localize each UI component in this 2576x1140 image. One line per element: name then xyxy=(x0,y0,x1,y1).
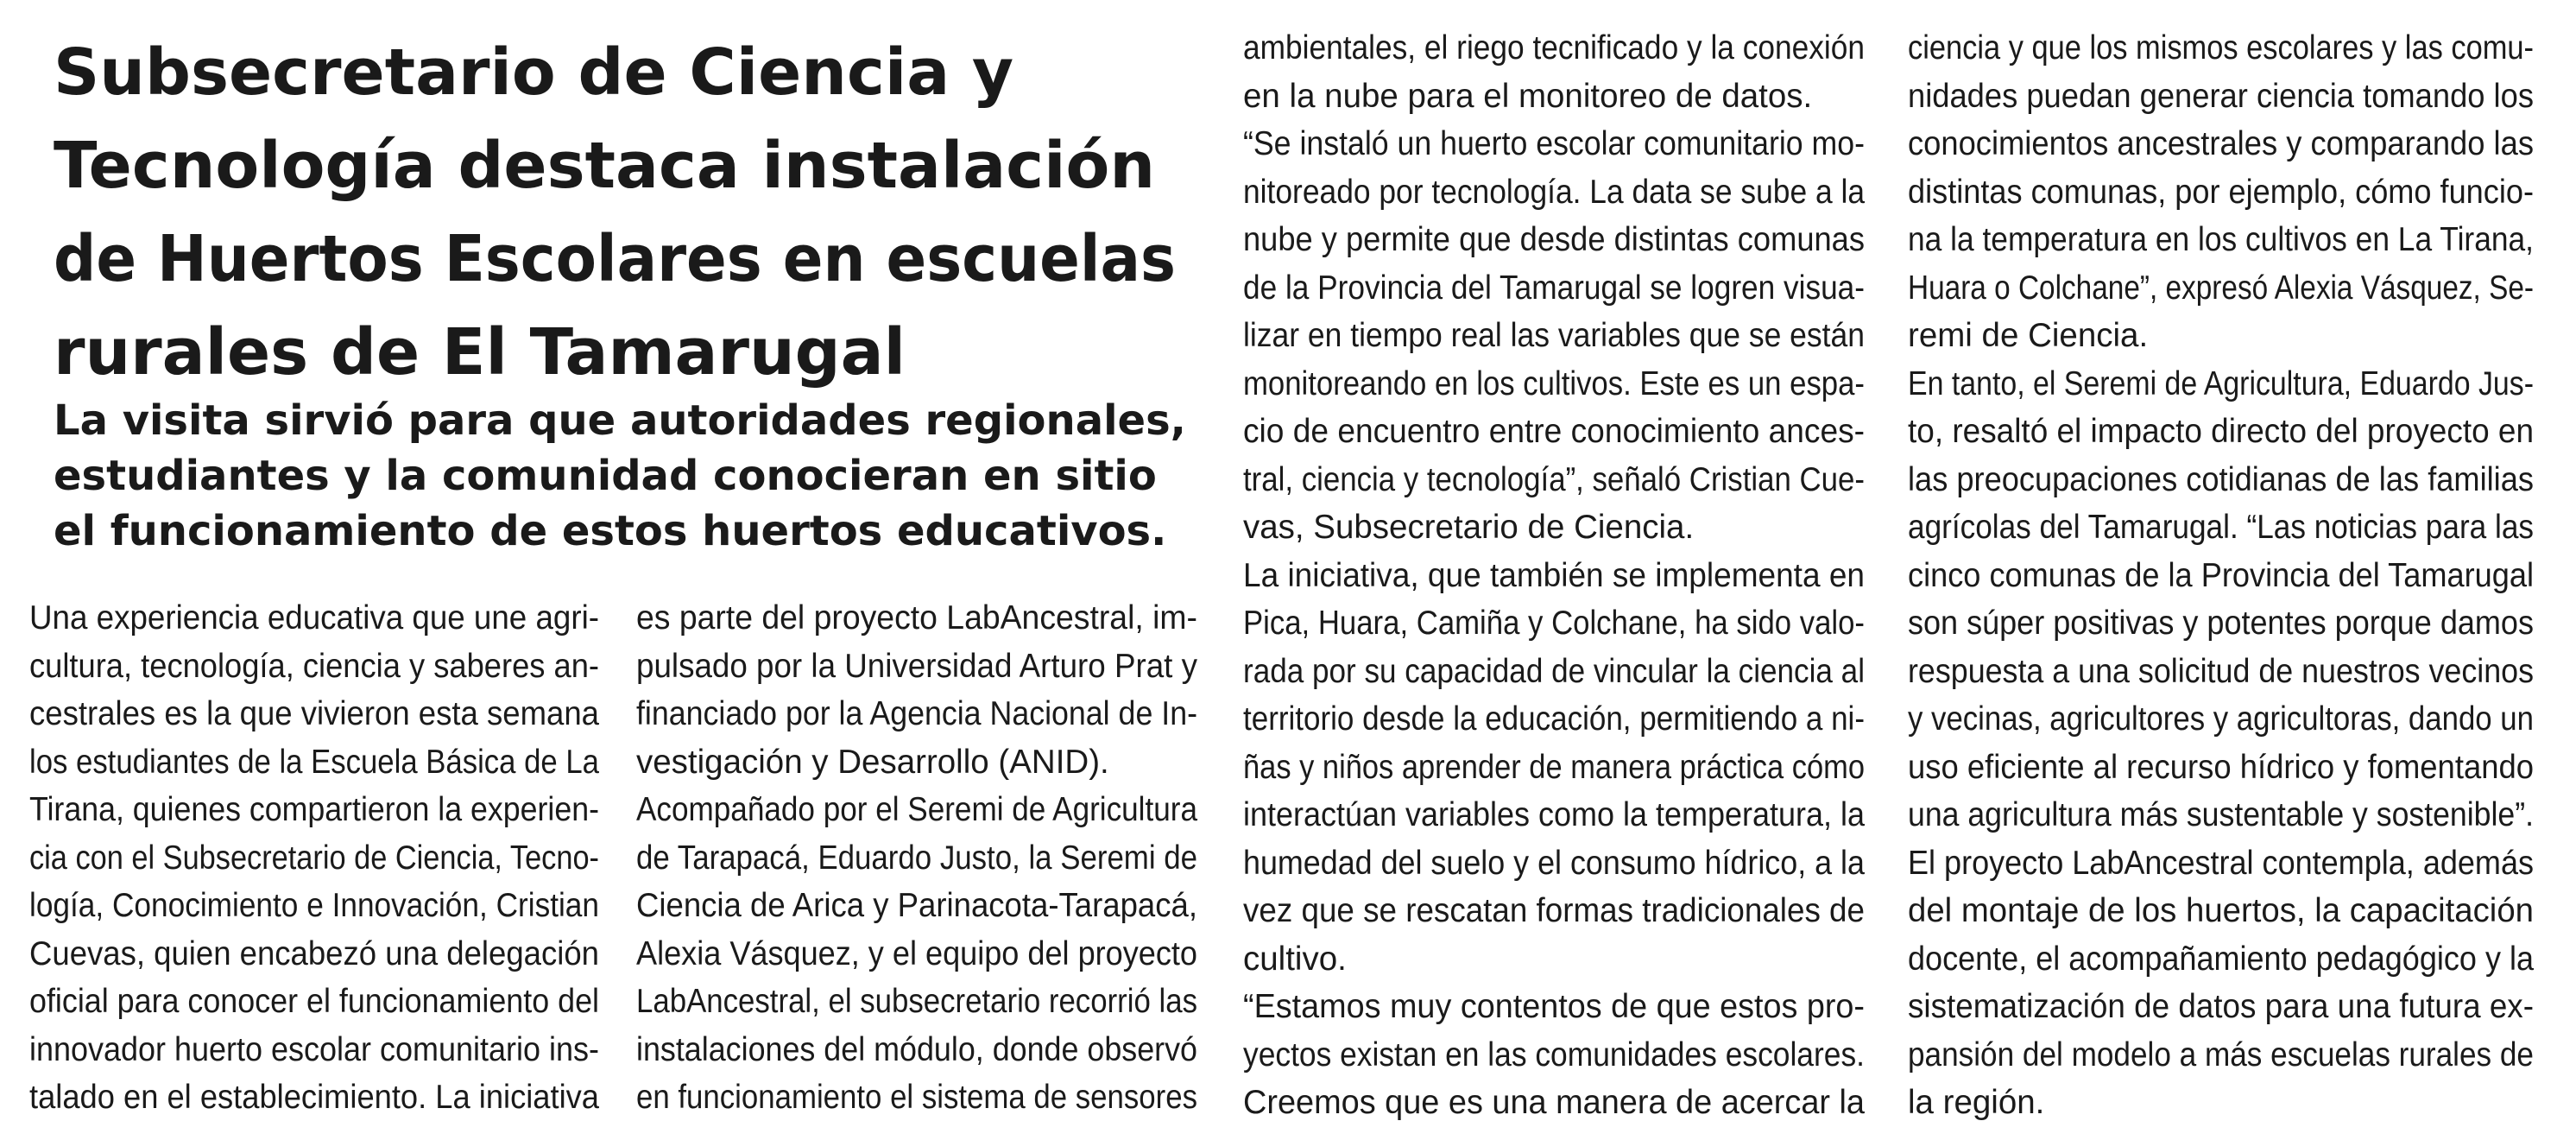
body-line: Cuevas, quien encabezó una delegación xyxy=(29,934,599,972)
body-column-2 xyxy=(636,594,1197,1122)
body-line: LabAncestral, el subsecretario recorrió las xyxy=(636,983,1197,1020)
body-line: de Tarapacá, Eduardo Justo, la Seremi de xyxy=(636,839,1197,877)
headline-line: Tecnología destaca instalación xyxy=(54,129,1155,203)
body-line: to, resaltó el impacto directo del proyecto en xyxy=(1908,413,2534,450)
body-line: las preocupaciones cotidianas de las familias xyxy=(1908,460,2534,498)
body-line: ambientales, el riego tecnificado y la conexión xyxy=(1243,29,1865,66)
body-line: los estudiantes de la Escuela Básica de La xyxy=(29,743,599,781)
body-line: Tirana, quienes compartieron la experien- xyxy=(29,791,599,828)
body-line: cultivo. xyxy=(1243,940,1347,978)
body-line: conocimientos ancestrales y comparando las xyxy=(1908,125,2534,162)
body-line: pulsado por la Universidad Arturo Prat y xyxy=(636,647,1197,685)
subheadline-line: el funcionamiento de estos huertos educativos. xyxy=(54,507,1167,555)
body-line: y vecinas, agricultores y agricultoras, dando un xyxy=(1908,700,2534,738)
body-line: tral, ciencia y tecnología”, señaló Cristian Cue- xyxy=(1243,460,1865,498)
headline-line: Subsecretario de Ciencia y xyxy=(54,35,1014,110)
subheadline-line: La visita sirvió para que autoridades regionales, xyxy=(54,396,1186,445)
body-line: Una experiencia educativa que une agri- xyxy=(29,599,599,636)
body-line: Creemos que es una manera de acercar la xyxy=(1243,1084,1865,1121)
body-line: una agricultura más sustentable y sostenible”. xyxy=(1908,796,2534,833)
body-line: ñas y niños aprender de manera práctica cómo xyxy=(1243,748,1865,786)
body-line: financiado por la Agencia Nacional de In- xyxy=(636,695,1197,732)
body-line: sistematización de datos para una futura ex- xyxy=(1908,988,2534,1025)
body-line: respuesta a una solicitud de nuestros vecinos xyxy=(1908,652,2534,690)
body-line: Acompañado por el Seremi de Agricultura xyxy=(636,791,1197,828)
body-line: docente, el acompañamiento pedagógico y la xyxy=(1908,940,2534,978)
body-line: humedad del suelo y el consumo hídrico, a la xyxy=(1243,844,1865,882)
body-line: El proyecto LabAncestral contempla, además xyxy=(1908,844,2534,882)
subheadline-line: estudiantes y la comunidad conocieran en sitio xyxy=(54,452,1157,500)
body-line: cia con el Subsecretario de Ciencia, Tecno- xyxy=(29,839,599,877)
body-line: de la Provincia del Tamarugal se logren visua- xyxy=(1243,269,1865,307)
body-line: en funcionamiento el sistema de sensores xyxy=(636,1079,1197,1116)
body-line: logía, Conocimiento e Innovación, Cristian xyxy=(29,887,599,924)
body-line: cultura, tecnología, ciencia y saberes an- xyxy=(29,647,599,685)
body-line: ciencia y que los mismos escolares y las comu- xyxy=(1908,29,2534,66)
body-column-1 xyxy=(29,594,599,1122)
body-line: en la nube para el monitoreo de datos. xyxy=(1243,77,1813,115)
body-line: Huara o Colchane”, expresó Alexia Vásquez, Se- xyxy=(1908,269,2534,307)
body-line: Pica, Huara, Camiña y Colchane, ha sido valo- xyxy=(1243,605,1865,642)
body-line: remi de Ciencia. xyxy=(1908,317,2149,354)
body-line: son súper positivas y potentes porque damos xyxy=(1908,605,2534,642)
body-line: territorio desde la educación, permitiendo a ni- xyxy=(1243,700,1865,738)
body-column-4 xyxy=(1908,24,2534,1127)
body-line: En tanto, el Seremi de Agricultura, Eduardo Jus- xyxy=(1908,364,2534,402)
body-line: agrícolas del Tamarugal. “Las noticias para las xyxy=(1908,509,2534,546)
body-line: monitoreando en los cultivos. Este es un espa- xyxy=(1243,364,1865,402)
headline xyxy=(54,26,1176,399)
body-line: la región. xyxy=(1908,1084,2045,1121)
body-line: interactúan variables como la temperatura, la xyxy=(1243,796,1865,833)
body-line: vas, Subsecretario de Ciencia. xyxy=(1243,509,1695,546)
body-line: vestigación y Desarrollo (ANID). xyxy=(636,743,1109,781)
body-line: uso eficiente al recurso hídrico y fomentando xyxy=(1908,748,2534,786)
body-line: pansión del modelo a más escuelas rurales de xyxy=(1908,1036,2534,1074)
body-line: lizar en tiempo real las variables que se están xyxy=(1243,317,1865,354)
body-line: Alexia Vásquez, y el equipo del proyecto xyxy=(636,934,1197,972)
subheadline xyxy=(54,393,1228,559)
body-line: instalaciones del módulo, donde observó xyxy=(636,1030,1197,1068)
body-line: del montaje de los huertos, la capacitación xyxy=(1908,892,2534,929)
body-line: cestrales es la que vivieron esta semana xyxy=(29,695,599,732)
body-line: nube y permite que desde distintas comunas xyxy=(1243,221,1865,258)
body-line: Ciencia de Arica y Parinacota-Tarapacá, xyxy=(636,887,1197,924)
body-line: es parte del proyecto LabAncestral, im- xyxy=(636,599,1197,636)
body-line: oficial para conocer el funcionamiento del xyxy=(29,983,599,1020)
body-line: “Estamos muy contentos de que estos pro- xyxy=(1243,988,1865,1025)
body-line: innovador huerto escolar comunitario ins- xyxy=(29,1030,599,1068)
body-line: yectos existan en las comunidades escolares. xyxy=(1243,1036,1865,1074)
headline-line: de Huertos Escolares en escuelas xyxy=(54,222,1176,296)
body-line: vez que se rescatan formas tradicionales de xyxy=(1243,892,1865,929)
body-line: nitoreado por tecnología. La data se sube a la xyxy=(1243,173,1865,211)
body-line: nidades puedan generar ciencia tomando los xyxy=(1908,77,2534,115)
body-line: rada por su capacidad de vincular la ciencia al xyxy=(1243,652,1865,690)
body-line: La iniciativa, que también se implementa en xyxy=(1243,556,1865,594)
headline-line: rurales de El Tamarugal xyxy=(54,315,906,390)
body-line: cinco comunas de la Provincia del Tamarugal xyxy=(1908,556,2534,594)
body-line: cio de encuentro entre conocimiento ances- xyxy=(1243,413,1865,450)
body-line: na la temperatura en los cultivos en La Tirana, xyxy=(1908,221,2534,258)
body-column-3 xyxy=(1243,24,1865,1127)
body-line: distintas comunas, por ejemplo, cómo funcio- xyxy=(1908,173,2534,211)
body-line: “Se instaló un huerto escolar comunitario mo- xyxy=(1243,125,1865,162)
body-line: talado en el establecimiento. La iniciativa xyxy=(29,1079,599,1116)
